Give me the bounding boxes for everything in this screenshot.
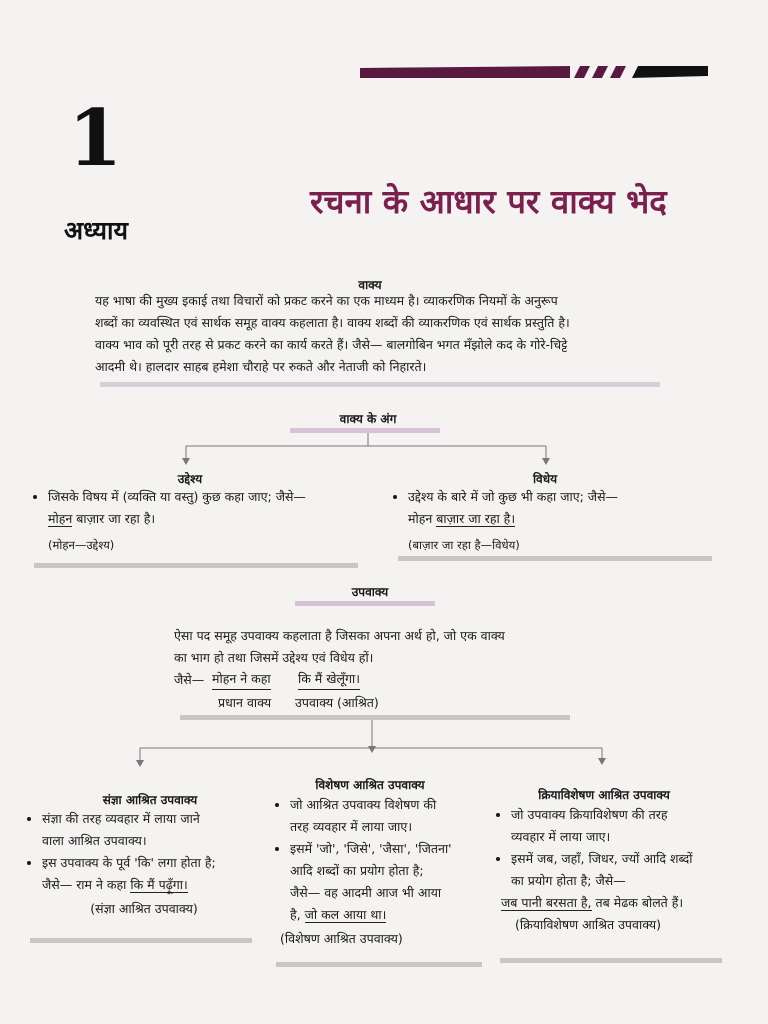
sangya-b1-line1: संज्ञा की तरह व्यवहार में लाया जाने [42, 811, 200, 826]
sangya-bullet-2 [42, 852, 260, 896]
visheshan-b2-line1: इसमें 'जो', 'जिसे', 'जैसा', 'जितना' [290, 841, 452, 856]
uddeshya-shadow [34, 563, 358, 568]
chapter-number: 1 [68, 93, 123, 184]
visheshan-example-clause: जो कल आया था। [304, 907, 387, 922]
visheshan-b1-line1: जो आश्रित उपवाक्य विशेषण की [290, 797, 437, 812]
kriya-example [497, 892, 729, 914]
upvakya-example-main: मोहन ने कहा [212, 669, 271, 690]
vakya-line-2: शब्दों का व्यवस्थित एवं सार्थक समूह वाक्य कहलाता है। वाक्य शब्दों की व्याकरणिक एवं सार्थक प्रस्तुति है। [95, 315, 570, 330]
ang-underline [290, 428, 440, 433]
kriya-heading: क्रियाविशेषण आश्रित उपवाक्य [538, 788, 670, 802]
kriya-box [497, 804, 729, 936]
vakya-line-1: यह भाषा की मुख्य इकाई तथा विचारों को प्रकट करने का एक माध्यम है। व्याकरणिक नियमों के अनुरूप [95, 293, 558, 308]
sangya-note: (संज्ञा आश्रित उपवाक्य) [90, 901, 198, 916]
kriya-note: (क्रियाविशेषण आश्रित उपवाक्य) [515, 917, 662, 932]
visheshan-heading: विशेषण आश्रित उपवाक्य [315, 778, 425, 792]
chapter-label: अध्याय [64, 216, 128, 245]
vidheya-bullet [408, 486, 714, 530]
upvakya-line-2: का भाग हो तथा जिसमें उद्देश्य एवं विधेय हों। [174, 650, 374, 665]
upvakya-heading: उपवाक्य [351, 585, 389, 599]
kriya-b1-line1: जो उपवाक्य क्रियाविशेषण की तरह [511, 807, 668, 822]
uddeshya-note: (मोहन—उद्देश्य) [48, 538, 115, 552]
visheshan-shadow [276, 962, 482, 967]
sangya-shadow [30, 938, 252, 943]
visheshan-b2-line2: आदि शब्दों का प्रयोग होता है; [290, 863, 424, 878]
upvakya-box [174, 625, 594, 669]
visheshan-b2-line4: है, [290, 907, 305, 922]
vidheya-example-subject: मोहन [408, 511, 437, 526]
uddeshya-heading: उद्देश्य [177, 472, 203, 486]
ang-heading: वाक्य के अंग [339, 412, 397, 426]
sangya-example-clause: कि मैं पढ़ूँगा। [130, 877, 188, 892]
visheshan-bullet-2 [290, 838, 482, 926]
visheshan-bullet-1 [290, 794, 482, 838]
kriya-example-rest: तब मेढक बोलते हैं। [591, 895, 684, 910]
sangya-bullet-1 [42, 808, 260, 852]
upvakya-shadow [180, 715, 570, 720]
vidheya-box [394, 486, 714, 556]
upvakya-example-prefix: जैसे— [174, 672, 205, 687]
uddeshya-def: जिसके विषय में (व्यक्ति या वस्तु) कुछ कहा जाए; जैसे— [48, 489, 306, 504]
sangya-b1-line2: वाला आश्रित उपवाक्य। [42, 833, 147, 848]
vakya-line-3: वाक्य भाव को पूरी तरह से प्रकट करने का कार्य करते हैं। जैसे— बालगोबिन भगत मँझोले कद के गोरे-चिट्टे [95, 337, 568, 352]
upvakya-line-1: ऐसा पद समूह उपवाक्य कहलाता है जिसका अपना अर्थ हो, जो एक वाक्य [174, 628, 505, 643]
sangya-b2-line1: इस उपवाक्य के पूर्व 'कि' लगा होता है; [42, 855, 216, 870]
visheshan-note: (विशेषण आश्रित उपवाक्य) [280, 931, 403, 946]
kriya-b2-line2: का प्रयोग होता है; जैसे— [511, 873, 626, 888]
uddeshya-bullet [48, 486, 364, 530]
visheshan-box [276, 794, 482, 950]
vidheya-heading: विधेय [532, 472, 558, 486]
kriya-bullet-1 [511, 804, 729, 848]
sangya-box [28, 808, 260, 920]
vidheya-shadow [398, 556, 712, 561]
sangya-b2-line2: जैसे— राम ने कहा [42, 877, 131, 892]
kriya-example-clause: जब पानी बरसता है, [501, 895, 592, 910]
uddeshya-box [34, 486, 364, 556]
vidheya-def: उद्देश्य के बारे में जो कुछ भी कहा जाए; जैसे— [408, 489, 619, 504]
visheshan-b2-line3: जैसे— वह आदमी आज भी आया [290, 885, 442, 900]
uddeshya-example-subject: मोहन [48, 511, 73, 526]
vakya-heading: वाक्य [358, 278, 382, 292]
vakya-line-4: आदमी थे। हालदार साहब हमेशा चौराहे पर रुकते और नेताजी को निहारते। [95, 359, 427, 374]
kriya-b1-line2: व्यवहार में लाया जाए। [511, 829, 611, 844]
kriya-bullet-2 [511, 848, 729, 892]
kriya-shadow [500, 958, 722, 963]
vidheya-example-predicate: बाज़ार जा रहा है। [436, 511, 516, 526]
visheshan-b1-line2: तरह व्यवहार में लाया जाए। [290, 819, 413, 834]
vidheya-note: (बाज़ार जा रहा है—विधेय) [408, 538, 520, 552]
sangya-heading: संज्ञा आश्रित उपवाक्य [102, 793, 198, 807]
upvakya-label-main: प्रधान वाक्य [218, 695, 272, 710]
upvakya-label-sub: उपवाक्य (आश्रित) [295, 695, 379, 710]
upvakya-underline [295, 601, 435, 606]
kriya-b2-line1: इसमें जब, जहाँ, जिधर, ज्यों आदि शब्दों [511, 851, 693, 866]
chapter-title: रचना के आधार पर वाक्य भेद [310, 182, 667, 221]
uddeshya-example-rest: बाज़ार जा रहा है। [72, 511, 156, 526]
upvakya-example-sub: कि मैं खेलूँगा। [298, 669, 360, 690]
